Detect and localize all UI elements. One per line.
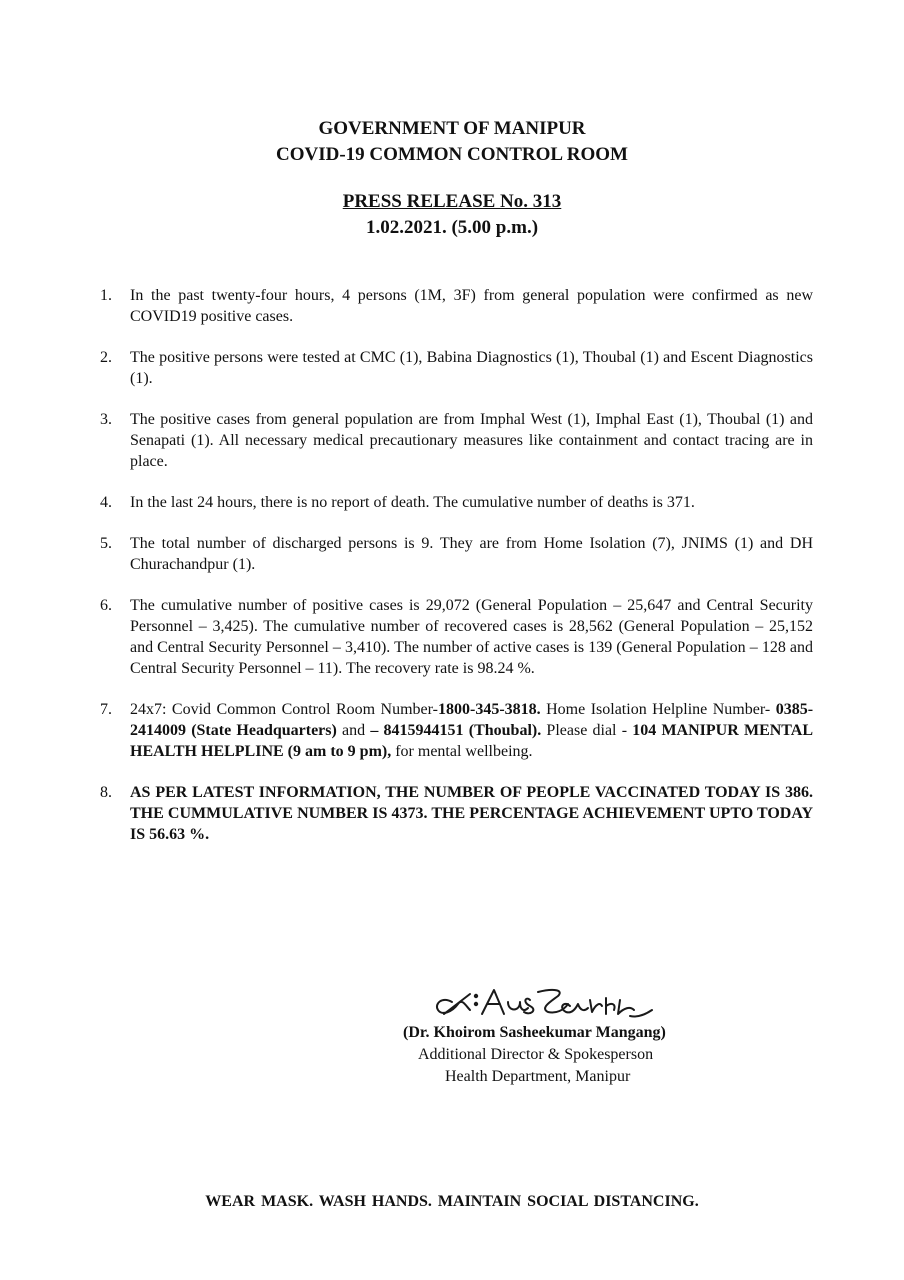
press-release-number: PRESS RELEASE No. 313 [342,191,562,212]
thoubal-number: – 8415944151 (Thoubal). [370,722,542,739]
list-item-2 [100,347,813,389]
footer-slogan: WEAR MASK. WASH HANDS. MAINTAIN SOCIAL DISTANCING. [205,1193,699,1210]
list-item-3 [100,409,813,472]
item-number: 6. [100,597,112,614]
and-text: and [336,722,371,739]
state-hq-number: 0385-2414009 (State Headquarters) [130,701,814,739]
control-room-heading: COVID-19 COMMON CONTROL ROOM [275,144,628,165]
please-dial-text: Please dial - [541,722,633,739]
item-text [130,699,813,762]
signatory-title: Additional Director & Spokesperson [418,1046,654,1063]
item-text: In the past twenty-four hours, 4 persons (1M, 3F) from general population were confirmed as new COVID19 positive cases. [130,287,813,325]
list-item-8 [100,782,813,845]
handwritten-signature [430,980,660,1028]
government-heading: GOVERNMENT OF MANIPUR [318,118,586,139]
signatory-name: (Dr. Khoirom Sasheekumar Mangang) [403,1024,666,1041]
item-number: 4. [100,494,112,511]
item-number: 7. [100,701,112,718]
control-room-number: 1800-345-3818. [437,701,541,718]
item-text: The positive cases from general population are from Imphal West (1), Imphal East (1), Thoubal (1) and Senapati (1). All necessary medical precautionary measures like containment and contact tracing are in place. [130,411,813,470]
list-item-6 [100,595,813,679]
release-datetime: 1.02.2021. (5.00 p.m.) [365,217,539,238]
item-text: The cumulative number of positive cases is 29,072 (General Population – 25,647 and Central Security Personnel – 3,425). The cumulative number of recovered cases is 28,562 (General Population – 25,152 and Central Security Personnel – 3,410). The number of active cases is 139 (General Population – 128 and Central Security Personnel – 11). The recovery rate is 98.24 %. [130,597,813,677]
mental-health-helpline: 104 MANIPUR MENTAL HEALTH HELPLINE (9 am to 9 pm), [130,722,813,760]
item-number: 1. [100,287,112,304]
item-text: In the last 24 hours, there is no report of death. The cumulative number of deaths is 371. [130,494,695,511]
list-item-4 [100,492,813,513]
signatory-department: Health Department, Manipur [445,1068,631,1085]
item-number: 8. [100,784,112,801]
item-number: 3. [100,411,112,428]
item-number: 2. [100,349,112,366]
wellbeing-text: for mental wellbeing. [391,743,533,760]
list-item-5 [100,533,813,575]
vaccination-text: AS PER LATEST INFORMATION, THE NUMBER OF PEOPLE VACCINATED TODAY IS 386. THE CUMMULATIVE NUMBER IS 4373. THE PERCENTAGE ACHIEVEMENT UPTO TODAY IS 56.63 %. [130,784,813,843]
item-number: 5. [100,535,112,552]
helpline-intro: 24x7: Covid Common Control Room Number- [130,701,438,718]
list-item-1 [100,285,813,327]
item-text: The positive persons were tested at CMC (1), Babina Diagnostics (1), Thoubal (1) and Escent Diagnostics (1). [130,349,813,387]
home-isolation-label: Home Isolation Helpline Number- [540,701,776,718]
release-items-list [100,285,813,865]
item-text: The total number of discharged persons is 9. They are from Home Isolation (7), JNIMS (1) and DH Churachandpur (1). [130,535,813,573]
list-item-7 [100,699,813,762]
